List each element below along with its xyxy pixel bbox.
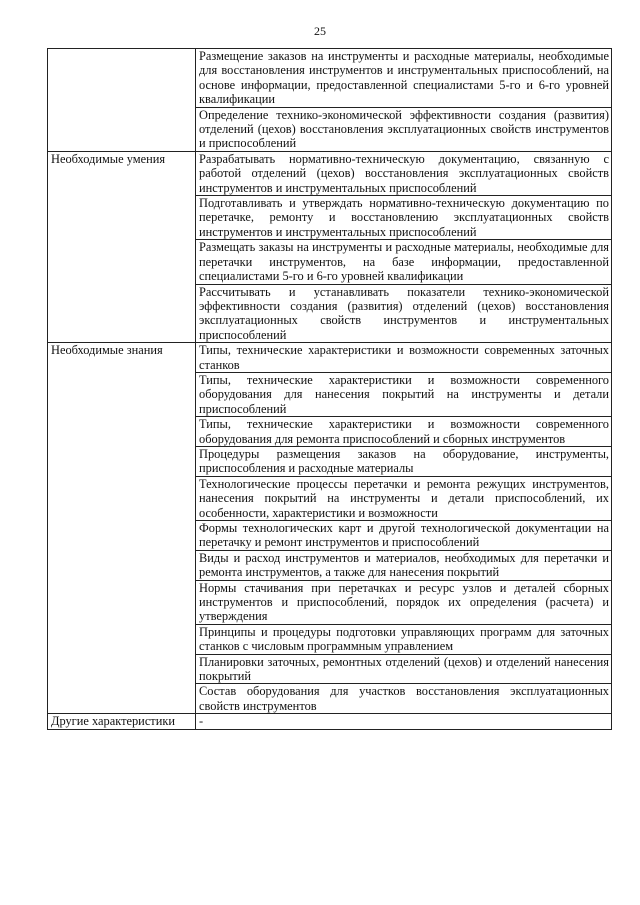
table-cell: Виды и расход инструментов и материалов, необходимых для перетачки и ремонта инструментов, а также для нанесения покрытий [196, 550, 612, 580]
table-cell: Рассчитывать и устанавливать показатели технико-экономической эффективности создания (развития) отделений (цехов) восстановления эксплуатационных свойств инструментов и инструментальных приспособлений [196, 284, 612, 343]
table-cell: Состав оборудования для участков восстановления эксплуатационных свойств инструментов [196, 684, 612, 714]
table-cell: Формы технологических карт и другой технологической документации на перетачку и ремонт инструментов и приспособлений [196, 521, 612, 551]
table-row [48, 49, 612, 108]
table-cell: Размещение заказов на инструменты и расходные материалы, необходимые для восстановления инструментов и инструментальных приспособлений, на основе информации, предоставленной специалистами 5-го и 6-го уровней квалификации [196, 49, 612, 108]
table-cell: Принципы и процедуры подготовки управляющих программ для заточных станков с числовым программным управлением [196, 624, 612, 654]
table-row [48, 714, 612, 729]
table-cell: Размещать заказы на инструменты и расходные материалы, необходимые для перетачки инструментов, на базе информации, предоставленной специалистами 5-го и 6-го уровней квалификации [196, 240, 612, 284]
section-label-skills: Необходимые умения [48, 151, 196, 342]
page-number: 25 [314, 24, 326, 38]
qualification-table [47, 48, 612, 730]
section-label-other: Другие характеристики [48, 714, 196, 729]
section-label [48, 49, 196, 152]
table-cell: Процедуры размещения заказов на оборудование, инструменты, приспособления и расходные материалы [196, 446, 612, 476]
table-cell: Нормы стачивания при перетачках и ресурс узлов и деталей сборных инструментов и приспособлений, порядок их определения (расчета) и утверждения [196, 580, 612, 624]
table-cell: Типы, технические характеристики и возможности современных заточных станков [196, 343, 612, 373]
section-label-knowledge: Необходимые знания [48, 343, 196, 714]
table-cell: Типы, технические характеристики и возможности современного оборудования для ремонта приспособлений и сборных инструментов [196, 417, 612, 447]
table-cell: Типы, технические характеристики и возможности современного оборудования для нанесения покрытий на инструменты и детали приспособлений [196, 372, 612, 416]
table-cell: - [196, 714, 612, 729]
table-row [48, 151, 612, 195]
table-cell: Технологические процессы перетачки и ремонта режущих инструментов, нанесения покрытий на инструменты и детали приспособлений, их особенности, характеристики и возможности [196, 476, 612, 520]
table-cell: Подготавливать и утверждать нормативно-техническую документацию по перетачке, ремонту и восстановлению эксплуатационных свойств инструментов и инструментальных приспособлений [196, 196, 612, 240]
table-cell: Планировки заточных, ремонтных отделений (цехов) и отделений нанесения покрытий [196, 654, 612, 684]
table-row [48, 343, 612, 373]
table-cell: Определение технико-экономической эффективности создания (развития) отделений (цехов) восстановления эксплуатационных свойств инструментов и приспособлений [196, 107, 612, 151]
table-cell: Разрабатывать нормативно-техническую документацию, связанную с работой отделений (цехов) восстановления эксплуатационных свойств инструментов и инструментальных приспособлений [196, 151, 612, 195]
